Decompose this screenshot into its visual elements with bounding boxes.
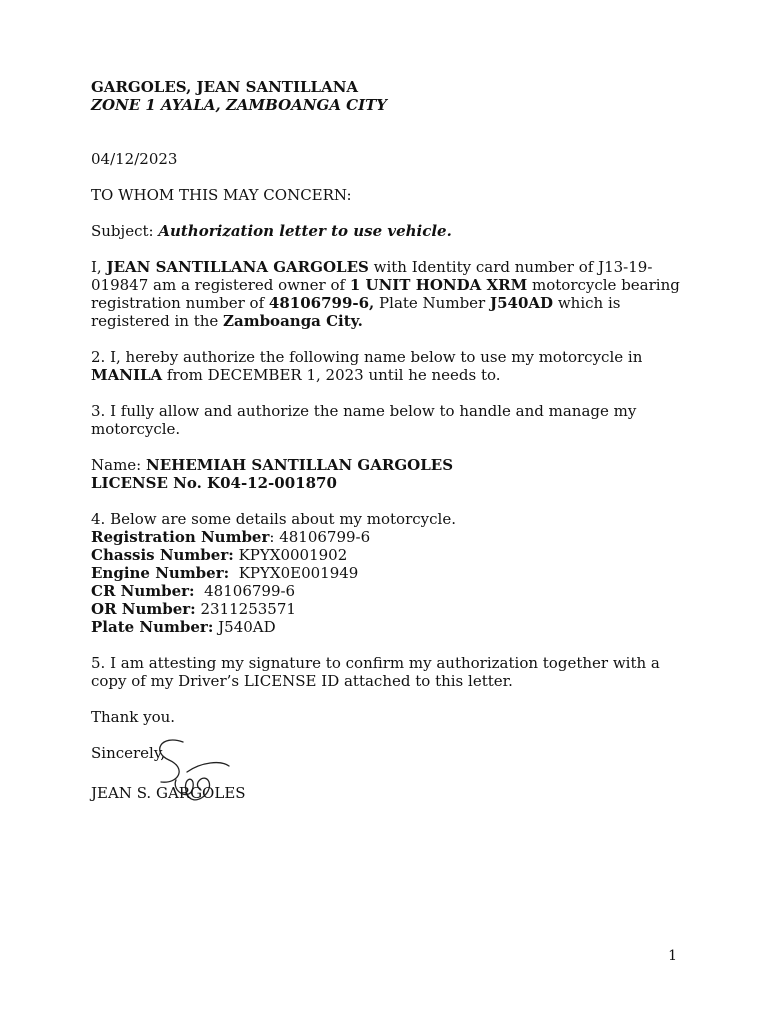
- detail-separator: [229, 564, 239, 582]
- destination-city: MANILA: [91, 366, 163, 384]
- letter-body: [91, 78, 691, 802]
- detail-row: [91, 564, 691, 582]
- detail-value: 48106799-6: [204, 582, 296, 600]
- subject-text: Authorization letter to use vehicle.: [158, 222, 452, 240]
- detail-label: OR Number:: [91, 600, 196, 618]
- page-number: 1: [668, 948, 677, 964]
- sender-address: ZONE 1 AYALA, ZAMBOANGA CITY: [91, 96, 388, 114]
- detail-value: KPYX0001902: [238, 546, 348, 564]
- signature-block: [91, 762, 691, 802]
- p1-text-4: Plate Number: [374, 294, 490, 312]
- detail-row: [91, 600, 691, 618]
- detail-label: Registration Number: [91, 528, 270, 546]
- authorized-name-line: [91, 456, 691, 474]
- registered-city: Zamboanga City.: [223, 312, 363, 330]
- vehicle-unit: 1 UNIT HONDA XRM: [349, 276, 528, 294]
- plate-number: J540AD: [489, 294, 554, 312]
- signatory-name: JEAN S. GARGOLES: [91, 784, 246, 802]
- detail-row: [91, 582, 691, 600]
- detail-row: [91, 618, 691, 636]
- sender-name: GARGOLES, JEAN SANTILLANA: [91, 78, 359, 96]
- p1-text-5: which is registered in the: [91, 294, 621, 330]
- detail-label: Chassis Number:: [91, 546, 234, 564]
- name-label: Name:: [91, 456, 146, 474]
- detail-separator: [195, 582, 205, 600]
- detail-row: [91, 546, 691, 564]
- paragraph-4: 4. Below are some details about my motorcycle.: [91, 510, 456, 528]
- p1-text-2: with Identity card number of J13-19-019847 am a registered owner of: [91, 258, 653, 294]
- paragraph-2: [91, 348, 691, 384]
- detail-separator: :: [269, 528, 280, 546]
- paragraph-5: 5. I am attesting my signature to confirm my authorization together with a copy of my Driver’s LICENSE ID attached to this letter.: [91, 654, 660, 690]
- p1-text-3: motorcycle bearing registration number of: [91, 276, 680, 312]
- registration-number: 48106799-6,: [268, 294, 375, 312]
- paragraph-1: [91, 258, 691, 330]
- salutation: TO WHOM THIS MAY CONCERN:: [91, 186, 352, 204]
- p2-text-1: 2. I, hereby authorize the following name below to use my motorcycle in: [91, 348, 643, 366]
- letter-date: 04/12/2023: [91, 150, 178, 168]
- sincerely: Sincerely,: [91, 744, 166, 762]
- detail-label: CR Number:: [91, 582, 195, 600]
- owner-name: JEAN SANTILLANA GARGOLES: [106, 258, 369, 276]
- authorized-name: NEHEMIAH SANTILLAN GARGOLES: [146, 456, 454, 474]
- license-number: LICENSE No. K04-12-001870: [91, 474, 337, 492]
- subject-label: Subject:: [91, 222, 159, 240]
- detail-value: J540AD: [218, 618, 276, 636]
- detail-value: 48106799-6: [279, 528, 371, 546]
- detail-value: KPYX0E001949: [238, 564, 359, 582]
- thank-you: Thank you.: [91, 708, 176, 726]
- detail-row: [91, 528, 691, 546]
- detail-value: 2311253571: [200, 600, 296, 618]
- p1-text-1: I,: [91, 258, 107, 276]
- p2-text-2: from DECEMBER 1, 2023 until he needs to.: [162, 366, 501, 384]
- detail-label: Plate Number:: [91, 618, 214, 636]
- detail-label: Engine Number:: [91, 564, 230, 582]
- vehicle-details: [91, 528, 691, 636]
- paragraph-3: 3. I fully allow and authorize the name below to handle and manage my motorcycle.: [91, 402, 637, 438]
- subject-line: [91, 222, 691, 240]
